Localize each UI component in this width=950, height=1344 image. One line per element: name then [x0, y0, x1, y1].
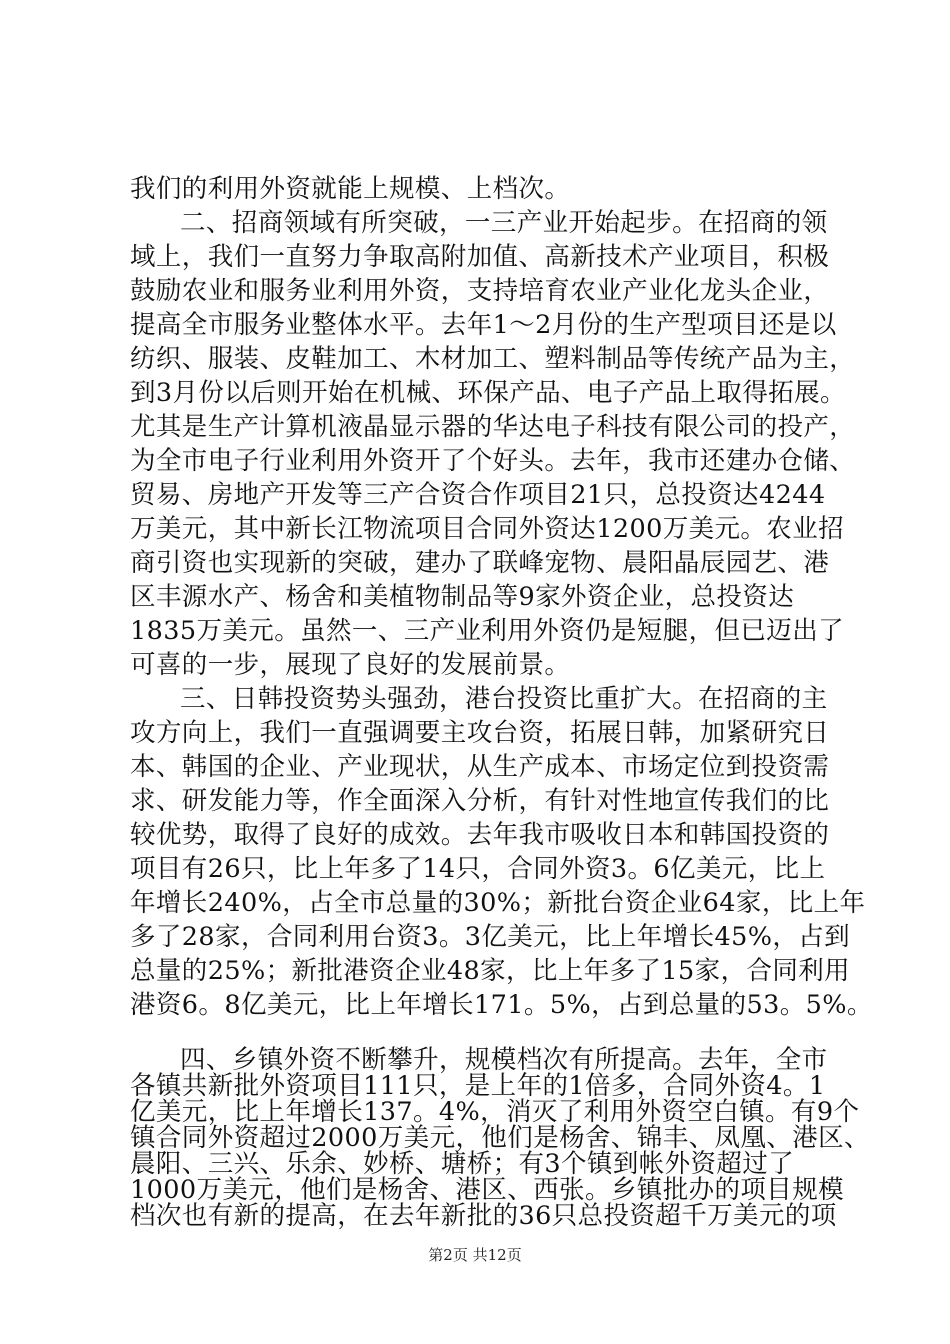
text-line: 1000万美元，他们是杨舍、港区、西张。乡镇批办的项目规模: [130, 1175, 844, 1205]
text-line: 到3月份以后则开始在机械、环保产品、电子产品上取得拓展。: [130, 378, 846, 408]
text-line: 我们的利用外资就能上规模、上档次。: [130, 174, 571, 204]
text-line: 尤其是生产计算机液晶显示器的华达电子科技有限公司的投产，: [130, 412, 856, 442]
text-line: 求、研发能力等，作全面深入分析，有针对性地宣传我们的比: [130, 786, 830, 816]
text-line: 多了28家，合同利用台资3。3亿美元，比上年增长45%，占到: [130, 922, 851, 952]
text-line: 档次也有新的提高，在去年新批的36只总投资超千万美元的项: [130, 1201, 837, 1231]
text-line: 镇合同外资超过2000万美元，他们是杨舍、锦丰、凤凰、港区、: [130, 1123, 870, 1153]
text-line: 总量的25%；新批港资企业48家，比上年多了15家，合同利用: [130, 956, 851, 986]
text-line: 攻方向上，我们一直强调要主攻台资，拓展日韩，加紧研究日: [130, 718, 830, 748]
text-line: 1835万美元。虽然一、三产业利用外资仍是短腿，但已迈出了: [130, 616, 844, 646]
page-footer: 第2页 共12页: [428, 1246, 522, 1264]
paragraph-3-start: 三、日韩投资势头强劲，港台投资比重扩大。在招商的主: [180, 684, 828, 714]
text-line: 商引资也实现新的突破，建办了联峰宠物、晨阳晶辰园艺、港: [130, 548, 830, 578]
text-line: 本、韩国的企业、产业现状，从生产成本、市场定位到投资需: [130, 752, 830, 782]
paragraph-4-start: 四、乡镇外资不断攀升，规模档次有所提高。去年，全市: [180, 1045, 828, 1075]
text-line: 万美元，其中新长江物流项目合同外资达1200万美元。农业招: [130, 514, 844, 544]
text-line: 纺织、服装、皮鞋加工、木材加工、塑料制品等传统产品为主，: [130, 344, 856, 374]
text-line: 亿美元，比上年增长137。4%，消灭了利用外资空白镇。有9个: [130, 1097, 860, 1127]
text-line: 区丰源水产、杨舍和美植物制品等9家外资企业，总投资达: [130, 582, 795, 612]
text-line: 域上，我们一直努力争取高附加值、高新技术产业项目，积极: [130, 242, 830, 272]
text-line: 各镇共新批外资项目111只，是上年的1倍多，合同外资4。1: [130, 1071, 826, 1101]
text-line: 年增长240%，占全市总量的30%；新批台资企业64家，比上年: [130, 888, 866, 918]
text-line: 项目有26只，比上年多了14只，合同外资3。6亿美元，比上: [130, 854, 826, 884]
text-line: 提高全市服务业整体水平。去年1～2月份的生产型项目还是以: [130, 310, 837, 340]
text-line: 晨阳、三兴、乐余、妙桥、塘桥；有3个镇到帐外资超过了: [130, 1149, 795, 1179]
text-line: 鼓励农业和服务业利用外资，支持培育农业产业化龙头企业，: [130, 276, 830, 306]
text-line: 港资6。8亿美元，比上年增长171。5%，占到总量的53。5%。: [130, 990, 873, 1020]
text-line: 为全市电子行业利用外资开了个好头。去年，我市还建办仓储、: [130, 446, 856, 476]
text-line: 贸易、房地产开发等三产合资合作项目21只，总投资达4244: [130, 480, 826, 510]
text-line: 可喜的一步，展现了良好的发展前景。: [130, 650, 571, 680]
text-line: 较优势，取得了良好的成效。去年我市吸收日本和韩国投资的: [130, 820, 830, 850]
paragraph-2-start: 二、招商领域有所突破，一三产业开始起步。在招商的领: [180, 208, 828, 238]
